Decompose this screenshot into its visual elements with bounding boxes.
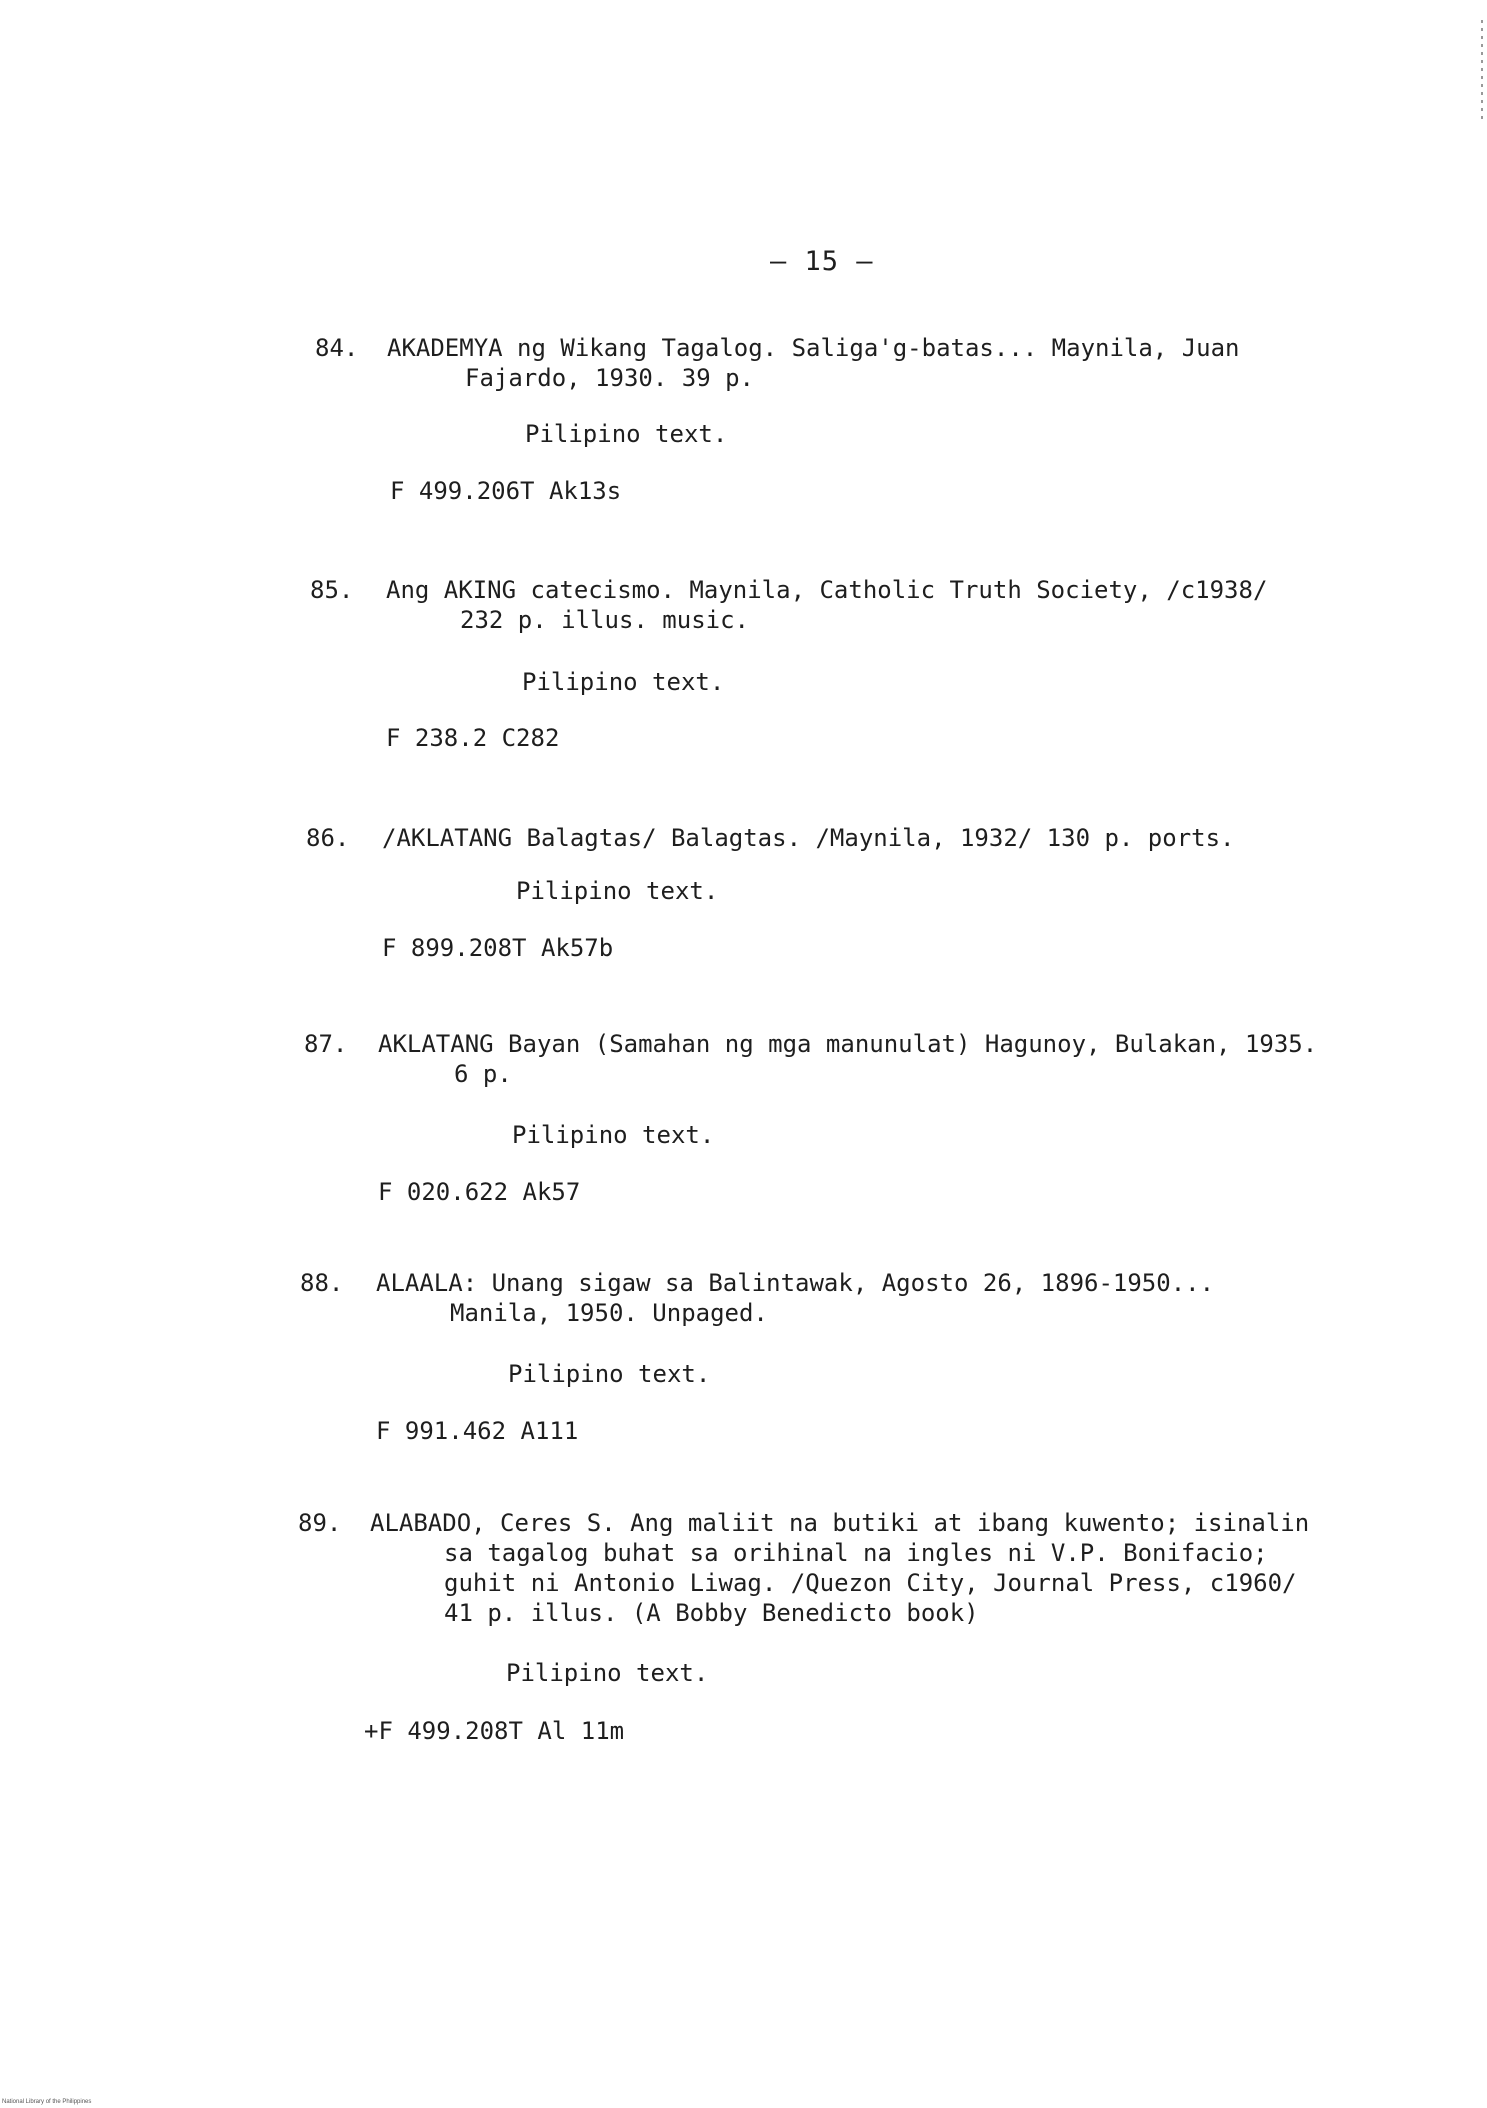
entry-line: AKADEMYA ng Wikang Tagalog. Saliga'g-batas... Maynila, Juan [387,334,1240,362]
entry-note: Pilipino text. [508,1360,711,1388]
call-number: +F 499.208T Al 11m [364,1717,625,1745]
entry-note: Pilipino text. [512,1121,715,1149]
page-number: – 15 – [770,246,874,277]
entry-line: guhit ni Antonio Liwag. /Quezon City, Journal Press, c1960/ [444,1569,1297,1597]
scan-edge-mark [1481,20,1483,120]
entry-line: Fajardo, 1930. 39 p. [465,364,754,392]
catalog-entry-87 [304,1029,1424,1219]
entry-line: Manila, 1950. Unpaged. [450,1299,768,1327]
entry-line: /AKLATANG Balagtas/ Balagtas. /Maynila, 1932/ 130 p. ports. [382,824,1235,852]
entry-line: AKLATANG Bayan (Samahan ng mga manunulat) Hagunoy, Bulakan, 1935. [378,1030,1318,1058]
call-number: F 899.208T Ak57b [382,934,614,962]
entry-number: 88. [300,1269,344,1297]
call-number: F 499.206T Ak13s [390,477,622,505]
entry-number: 85. [310,576,354,604]
entry-note: Pilipino text. [522,668,725,696]
entry-line: sa tagalog buhat sa orihinal na ingles ni V.P. Bonifacio; [444,1539,1268,1567]
catalog-entry-88 [300,1268,1420,1458]
entry-line: ALAALA: Unang sigaw sa Balintawak, Agosto 26, 1896-1950... [376,1269,1215,1297]
call-number: F 991.462 A111 [376,1417,579,1445]
scan-footer: National Library of the Philippines [2,2099,92,2105]
entry-line: 41 p. illus. (A Bobby Benedicto book) [444,1599,979,1627]
entry-line: ALABADO, Ceres S. Ang maliit na butiki at ibang kuwento; isinalin [370,1509,1310,1537]
entry-number: 87. [304,1030,348,1058]
catalog-entry-84 [315,333,1435,523]
entry-note: Pilipino text. [516,877,719,905]
entry-number: 89. [298,1509,342,1537]
entry-line: 6 p. [454,1060,512,1088]
entry-note: Pilipino text. [525,420,728,448]
entry-line: Ang AKING catecismo. Maynila, Catholic Truth Society, /c1938/ [386,576,1268,604]
entry-number: 86. [306,824,350,852]
entry-number: 84. [315,334,359,362]
call-number: F 238.2 C282 [386,724,560,752]
catalog-entry-89 [298,1508,1418,1758]
call-number: F 020.622 Ak57 [378,1178,581,1206]
entry-note: Pilipino text. [506,1659,709,1687]
catalog-entry-85 [310,575,1430,765]
entry-line: 232 p. illus. music. [460,606,749,634]
catalog-entry-86 [306,823,1426,973]
